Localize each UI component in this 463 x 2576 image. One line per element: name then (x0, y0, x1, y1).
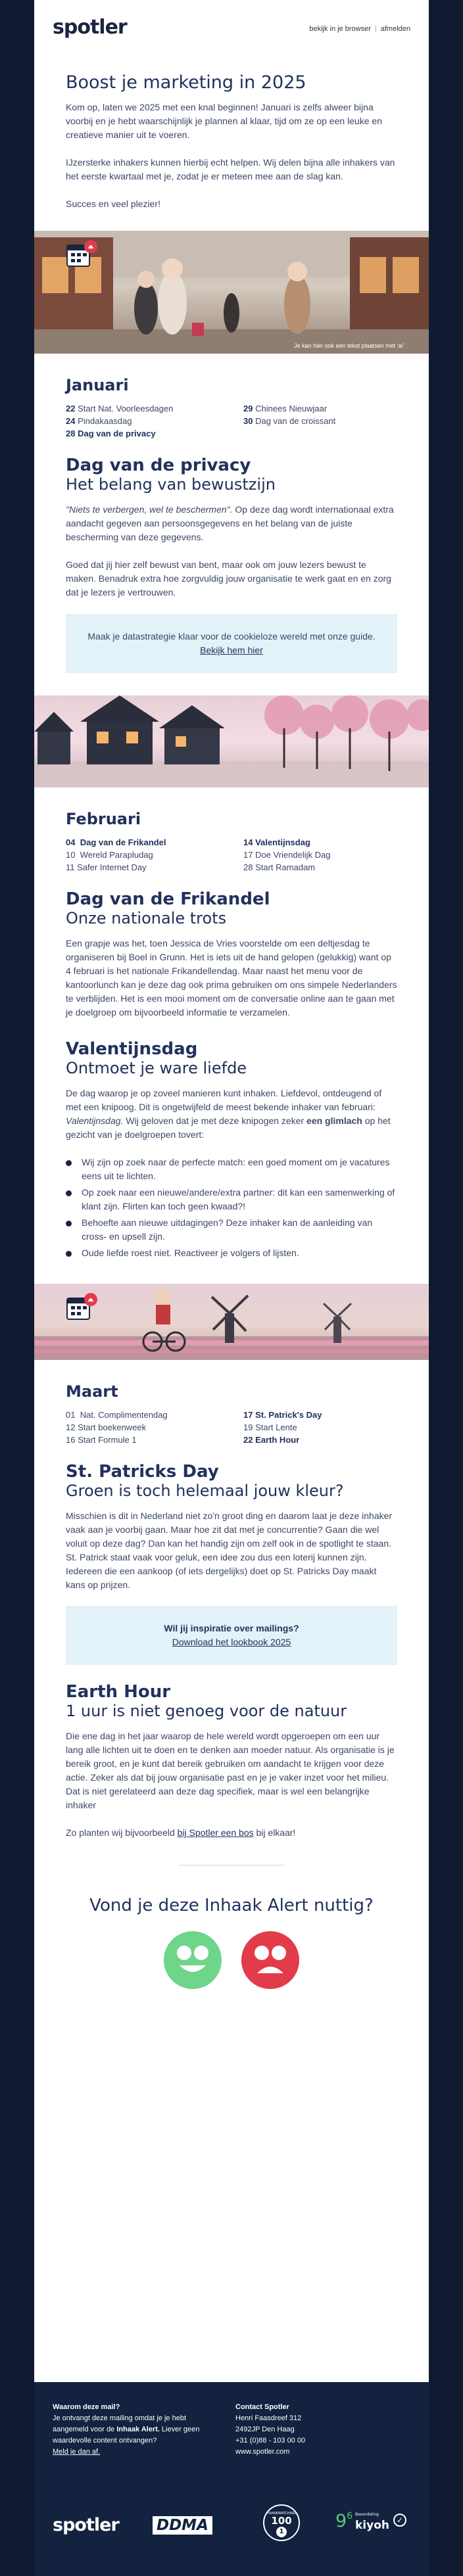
frankwatching-badge: FRANKWATCHING 100 1 (263, 2504, 300, 2541)
intro-paragraph: Succes en veel plezier! (66, 199, 160, 209)
date-item: 11 Safer Internet Day (66, 862, 147, 872)
footer-contact-title: Contact Spotler (235, 2403, 289, 2411)
list-item: Oude liefde roest niet. Reactiveer je volgers of lijsten. (66, 1246, 397, 1260)
intro-title: Boost je marketing in 2025 (66, 72, 306, 93)
valentijn-paragraph: De dag waarop je op zoveel manieren kunt inhaken. Liefdevol, ontdeugend of met een knipoog. Dit is ongetwijfeld de meest bekende inhaker van februari: Valentijnsdag. Wij geloven dat je met deze knipogen zeker een glimlach op het gezicht van je doelgroepen tovert: (66, 1088, 391, 1140)
february-banner-image (34, 695, 429, 787)
header (34, 0, 429, 58)
date-item: 12 Start boekenweek (66, 1422, 147, 1432)
earthhour-subtitle: 1 uur is niet genoeg voor de natuur (66, 1702, 347, 1720)
top-links (309, 25, 410, 33)
january-dates (66, 404, 397, 438)
date-item: 04 Dag van de Frikandel (66, 837, 166, 847)
date-item: 16 Start Formule 1 (66, 1435, 137, 1445)
march-dates (66, 1410, 397, 1445)
lookbook-download-link[interactable]: Download het lookbook 2025 (172, 1637, 291, 1647)
february-section (34, 810, 429, 1260)
unsubscribe-link[interactable]: afmelden (380, 25, 410, 33)
patricks-paragraph: Misschien is dit in Nederland niet zo'n groot ding en daarom laat je deze inhaker vaak aan je voorbij gaan. Maar hoe zit dat met je concurrentie? Gaan die wel voluit op deze dag? Dan kan het handig zijn om zelf ook in de spotlight te staan. St. Patrick staat vaak voor geluk, een idee zou dus een loterij kunnen zijn. Iedereen die een aankoop (of iets dergelijks) doet op St. Patricks Day maakt kans op prijzen. (66, 1510, 393, 1590)
footer-contact: Contact Spotler Henri Faasdreef 312 2492JP Den Haag +31 (0)88 - 103 00 00 www.spotler.com (235, 2403, 306, 2456)
march-heading: Maart (66, 1382, 118, 1401)
february-heading: Februari (66, 810, 141, 828)
date-item: 22 Start Nat. Voorleesdagen (66, 404, 174, 413)
email-sheet (34, 0, 429, 2576)
date-item: 29 Chinees Nieuwjaar (243, 404, 328, 413)
spotler-logo[interactable]: spotler (53, 16, 127, 39)
positive-feedback-button[interactable] (164, 1931, 222, 1989)
frikandel-paragraph: Een grapje was het, toen Jessica de Vries voorstelde om een deltjesdag te organiseren bij Boel in Grunn. Het is iets uit de hand gelopen (gelukkig) want op 4 februari is het nationale Frikandellendag. Maar naast het menu voor de kantoorlunch kan je deze dag ook prima gebruiken om ons simpele Nederlanders te verblijden. Het is een mooi moment om de conversatie online aan te gaan met je doelgroep om bijvoorbeeld informatie te verzamelen. (66, 938, 397, 1018)
calendar-alert-icon (66, 1292, 97, 1323)
negative-feedback-button[interactable] (241, 1931, 299, 1989)
date-item: 28 Start Ramadam (243, 862, 316, 872)
earthhour-paragraph: Die ene dag in het jaar waarop de hele wereld wordt opgeroepen om een uur lang alle lichten uit te doen en te denken aan moeder natuur. Als organisatie is je bereik groot, en je kunt dat bereik gebruiken om aandacht te krijgen voor deze actie. Zeker als dat bij jouw organisatie past en je je vaker inzet voor het milieu. Dat is niet gerelateerd aan deze dag specifiek, maar is wel een belangrijke inhaker (66, 1731, 395, 1810)
datastrategy-callout: Maak je datastrategie klaar voor de cookieloze wereld met onze guide. Bekijk hem hier (66, 614, 397, 673)
intro-paragraph: IJzersterke inhakers kunnen hierbij echt helpen. Wij delen bijna alle inhakers van het eerste kwartaal met je, zodat je er meteen mee aan de slag kan. (66, 157, 395, 181)
valentijn-title: Valentijnsdag (66, 1039, 198, 1059)
date-item: 01 Nat. Complimentendag (66, 1410, 168, 1420)
date-item: 28 Dag van de privacy (66, 429, 156, 438)
ddma-logo: DDMA (153, 2516, 212, 2535)
footer-unsubscribe-link[interactable]: Meld je dan af. (53, 2448, 101, 2456)
list-item: Op zoek naar een nieuwe/andere/extra partner: dit kan een samenwerking of klant zijn. Flirten kan toch geen kwaad?! (66, 1186, 397, 1213)
footer (34, 2382, 429, 2576)
february-dates (66, 837, 397, 872)
lookbook-callout (66, 1606, 397, 1665)
valentijn-subtitle: Ontmoet je ware liefde (66, 1059, 247, 1077)
feedback-buttons (34, 1931, 429, 1989)
lookbook-callout-title: Wil jij inspiratie over mailings? (164, 1623, 299, 1633)
intro-section (34, 72, 429, 211)
privacy-paragraph: "Niets te verbergen, wel te beschermen". Op deze dag wordt internationaal extra aandacht gegeven aan persoonsgegevens en het belang van de juiste bescherming van deze gegevens. (66, 504, 394, 542)
frikandel-title: Dag van de Frikandel (66, 889, 270, 909)
list-item: Wij zijn op zoek naar de perfecte match: een goed moment om je vacatures eens uit te lichten. (66, 1156, 397, 1183)
march-banner-image (34, 1284, 429, 1360)
footer-logos (53, 2504, 410, 2546)
date-item: 14 Valentijnsdag (243, 837, 310, 847)
footer-why: Waarom deze mail? Je ontvangt deze mailing omdat je je hebt aangemeld voor de Inhaak Alert. Liever geen waardevolle content ontvangen? Meld je dan af. (53, 2403, 200, 2456)
smiley-happy-icon (164, 1931, 222, 1989)
intro-paragraph: Kom op, laten we 2025 met een knal beginnen! Januari is zelfs alweer bijna voorbij en je hebt waarschijnlijk je plannen al klaar, tijd om ze op een leuke en creatieve manier uit te voeren. (66, 102, 382, 140)
january-heading: Januari (66, 376, 129, 394)
footer-spotler-logo[interactable]: spotler (53, 2515, 119, 2535)
date-item: 10 Wereld Parapludag (66, 850, 153, 860)
privacy-paragraph: Goed dat jij hier zelf bewust van bent, maar ook om jouw lezers bewust te maken. Benadruk extra hoe zorgvuldig jouw organisatie te werk gaat en en zorg dat je lezers je vertrouwen. (66, 559, 391, 597)
footer-why-title: Waarom deze mail? (53, 2403, 120, 2411)
january-section (34, 376, 429, 673)
privacy-title: Dag van de privacy (66, 456, 251, 475)
date-item: 17 St. Patrick's Day (243, 1410, 322, 1420)
view-in-browser-link[interactable]: bekijk in je browser (309, 25, 371, 33)
patricks-title: St. Patricks Day (66, 1462, 219, 1482)
privacy-subtitle: Het belang van bewustzijn (66, 475, 276, 494)
calendar-alert-icon (66, 239, 97, 270)
valentijn-bullets (66, 1156, 397, 1260)
feedback-question: Vond je deze Inhaak Alert nuttig? (89, 1896, 374, 1915)
kiyoh-rating: 96 Beoordeling kiyoh ✓ (335, 2511, 410, 2537)
spotler-forest-link[interactable]: bij Spotler een bos (177, 1827, 254, 1838)
guide-link[interactable]: Bekijk hem hier (200, 645, 263, 655)
date-item: 17 Doe Vriendelijk Dag (243, 850, 331, 860)
february-houses-illustration (34, 695, 429, 787)
frikandel-subtitle: Onze nationale trots (66, 909, 227, 927)
smiley-sad-icon (241, 1931, 299, 1989)
link-separator: | (374, 25, 377, 33)
list-item: Behoefte aan nieuwe uitdagingen? Deze inhaker kan de aanleiding van cross- en upsell zijn. (66, 1216, 397, 1244)
date-item: 19 Start Lente (243, 1422, 297, 1432)
banner-caption: Je kan hier ook een tekst plaatsen met 'ai' (294, 342, 404, 349)
date-item: 24 Pindakaasdag (66, 416, 132, 426)
march-section (34, 1382, 429, 1840)
checkmark-icon: ✓ (393, 2514, 406, 2527)
january-banner-image (34, 231, 429, 354)
earthhour-title: Earth Hour (66, 1682, 171, 1702)
date-item: 30 Dag van de croissant (243, 416, 336, 426)
date-item: 22 Earth Hour (243, 1435, 300, 1445)
earthhour-closing: Zo planten wij bijvoorbeeld bij Spotler een bos bij elkaar! (66, 1827, 296, 1838)
patricks-subtitle: Groen is toch helemaal jouw kleur? (66, 1482, 344, 1500)
